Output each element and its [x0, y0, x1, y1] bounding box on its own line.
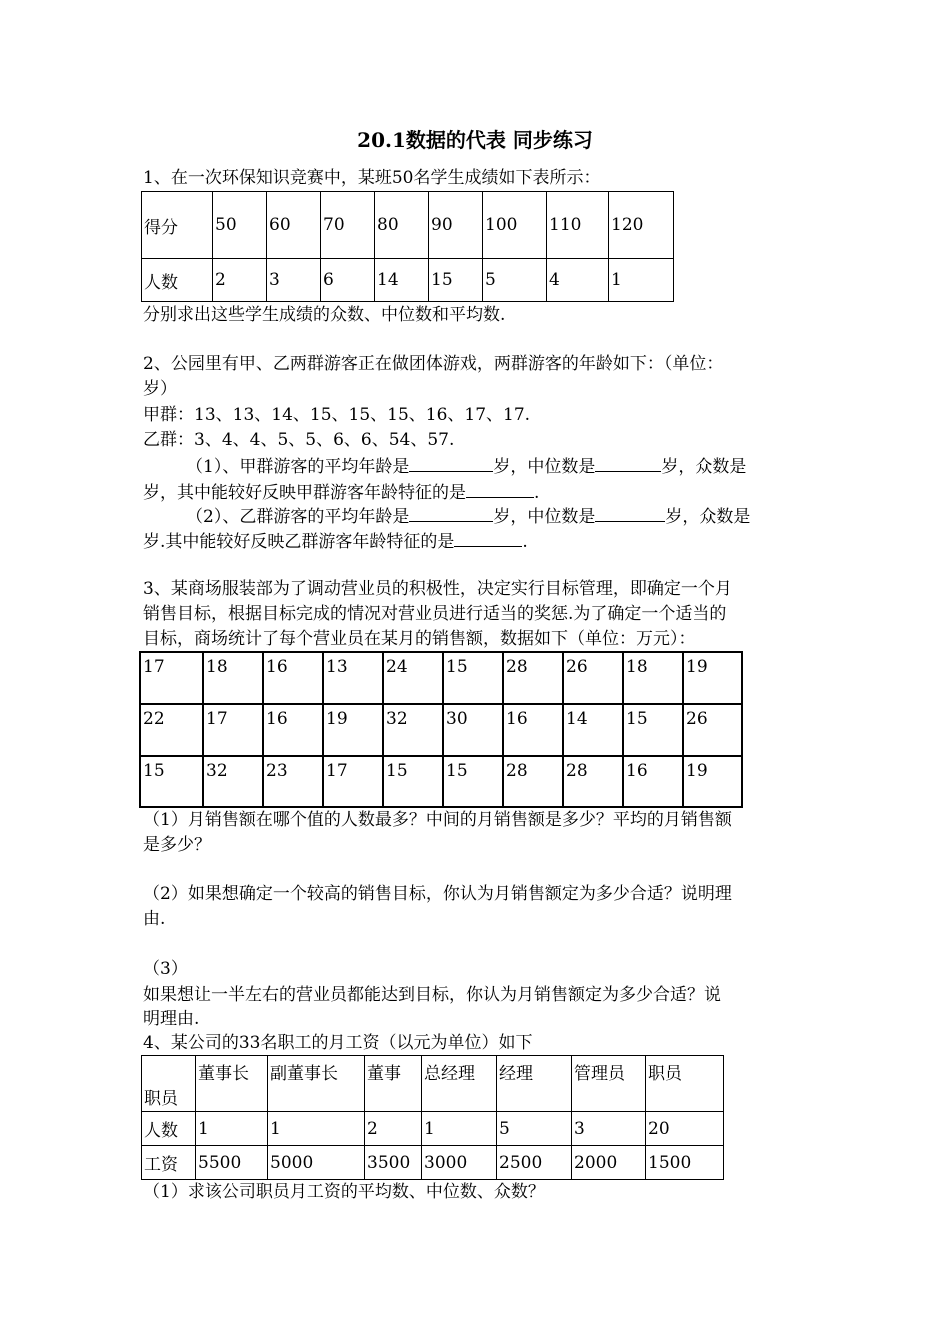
- q3-sales-table: [139, 651, 743, 808]
- q3-sales-cell: 18: [623, 652, 683, 704]
- q2-part2-line2: [143, 528, 528, 555]
- q1-count-cell: 1: [609, 259, 674, 302]
- q1-score-cell: 80: [375, 192, 429, 259]
- q3-sales-cell: 32: [383, 704, 443, 756]
- q3-sales-cell: 13: [323, 652, 383, 704]
- q2-p2-text-e: .: [522, 532, 528, 552]
- q4-wage-table: [141, 1055, 724, 1180]
- q2-p2-feature-blank[interactable]: [454, 528, 522, 547]
- q3-sales-cell: 15: [383, 756, 443, 807]
- q2-p1-text-a: （1）、甲群游客的平均年龄是: [186, 457, 410, 477]
- q1-count-cell: 5: [483, 259, 547, 302]
- q4-count-cell: 1: [422, 1112, 497, 1146]
- q4-position-cell: 副董事长: [268, 1056, 365, 1112]
- q1-intro: 1、在一次环保知识竞赛中，某班50名学生成绩如下表所示：: [143, 168, 601, 188]
- q3-sub3-label: （3）: [143, 959, 188, 979]
- q3-sub1-line1: （1）月销售额在哪个值的人数最多？中间的月销售额是多少？平均的月销售额: [143, 810, 732, 830]
- page-title: 20.1数据的代表 同步练习: [357, 128, 593, 152]
- q1-score-cell: 100: [483, 192, 547, 259]
- q1-score-table: [141, 191, 674, 302]
- q1-score-cell: 60: [267, 192, 321, 259]
- q4-wage-cell: 5000: [268, 1146, 365, 1180]
- q4-wage-label: 工资: [142, 1146, 196, 1180]
- q4-count-cell: 20: [646, 1112, 724, 1146]
- q3-sales-row: [140, 652, 742, 704]
- q2-p2-mean-blank[interactable]: [409, 503, 493, 522]
- q3-sales-cell: 22: [140, 704, 203, 756]
- q4-wage-row: [142, 1146, 724, 1180]
- q1-score-cell: 120: [609, 192, 674, 259]
- q3-sales-cell: 19: [683, 652, 742, 704]
- q4-header-row: [142, 1056, 724, 1112]
- q2-p1-feature-blank[interactable]: [466, 479, 534, 498]
- q4-position-cell: 董事长: [196, 1056, 268, 1112]
- q3-sales-cell: 32: [203, 756, 263, 807]
- q3-sales-row: [140, 704, 742, 756]
- q3-sales-cell: 28: [563, 756, 623, 807]
- q4-wage-cell: 2500: [497, 1146, 572, 1180]
- q2-intro-line1: 2、公园里有甲、乙两群游客正在做团体游戏，两群游客的年龄如下：（单位：: [143, 354, 724, 374]
- q1-count-label: 人数: [142, 259, 213, 302]
- q3-sales-cell: 15: [443, 756, 503, 807]
- q2-p2-text-d: 岁.其中能较好反映乙群游客年龄特征的是: [143, 532, 455, 552]
- q1-count-cell: 4: [547, 259, 609, 302]
- q1-count-cell: 14: [375, 259, 429, 302]
- q3-sub3-line2: 明理由.: [143, 1009, 200, 1029]
- q3-sales-cell: 17: [323, 756, 383, 807]
- q3-sales-cell: 16: [623, 756, 683, 807]
- q1-score-row: [142, 192, 674, 259]
- q4-count-row: [142, 1112, 724, 1146]
- q2-p1-mean-blank[interactable]: [409, 453, 493, 472]
- q1-count-cell: 3: [267, 259, 321, 302]
- q4-position-cell: 董事: [365, 1056, 422, 1112]
- q4-count-cell: 5: [497, 1112, 572, 1146]
- q3-intro-line3: 目标，商场统计了每个营业员在某月的销售额，数据如下（单位：万元）：: [143, 629, 696, 649]
- q3-sales-cell: 18: [203, 652, 263, 704]
- q2-p2-text-b: 岁，中位数是: [493, 507, 596, 527]
- q1-count-row: [142, 259, 674, 302]
- q3-sales-cell: 14: [563, 704, 623, 756]
- q3-sales-cell: 26: [563, 652, 623, 704]
- q1-question: 分别求出这些学生成绩的众数、中位数和平均数.: [143, 305, 506, 325]
- q3-sales-cell: 15: [623, 704, 683, 756]
- q2-part1-line1: [186, 453, 746, 480]
- q4-position-cell: 管理员: [572, 1056, 646, 1112]
- q1-score-cell: 70: [321, 192, 375, 259]
- q4-count-cell: 3: [572, 1112, 646, 1146]
- q2-p2-text-c: 岁，众数是: [665, 507, 751, 527]
- q4-sub1: （1）求该公司职员月工资的平均数、中位数、众数？: [143, 1182, 545, 1202]
- q3-intro-line2: 销售目标，根据目标完成的情况对营业员进行适当的奖惩.为了确定一个适当的: [143, 604, 727, 624]
- q3-sales-cell: 17: [140, 652, 203, 704]
- q3-sub2-line2: 由.: [143, 909, 166, 929]
- q3-sales-cell: 19: [323, 704, 383, 756]
- q3-sales-cell: 15: [443, 652, 503, 704]
- q2-part2-line1: [186, 503, 750, 530]
- q1-score-cell: 50: [213, 192, 267, 259]
- q4-header-label: 职员: [142, 1056, 196, 1112]
- q3-sales-cell: 23: [263, 756, 323, 807]
- q4-wage-cell: 2000: [572, 1146, 646, 1180]
- q3-sales-cell: 28: [503, 652, 563, 704]
- q3-sales-cell: 16: [503, 704, 563, 756]
- q4-count-label: 人数: [142, 1112, 196, 1146]
- q3-sales-cell: 30: [443, 704, 503, 756]
- q3-sales-cell: 16: [263, 704, 323, 756]
- q4-wage-cell: 1500: [646, 1146, 724, 1180]
- q4-position-cell: 职员: [646, 1056, 724, 1112]
- q2-p1-text-b: 岁，中位数是: [493, 457, 596, 477]
- q4-intro: 4、某公司的33名职工的月工资（以元为单位）如下: [143, 1033, 533, 1053]
- q2-p2-median-blank[interactable]: [595, 503, 665, 522]
- q4-wage-cell: 5500: [196, 1146, 268, 1180]
- q4-count-cell: 2: [365, 1112, 422, 1146]
- q3-sales-cell: 16: [263, 652, 323, 704]
- q3-sub2-line1: （2）如果想确定一个较高的销售目标，你认为月销售额定为多少合适？说明理: [143, 884, 732, 904]
- q4-position-cell: 经理: [497, 1056, 572, 1112]
- q2-p1-text-c: 岁，众数是: [661, 457, 747, 477]
- q2-p1-text-e: .: [534, 483, 540, 503]
- q3-sales-row: [140, 756, 742, 807]
- q3-intro-line1: 3、某商场服装部为了调动营业员的积极性，决定实行目标管理，即确定一个月: [143, 579, 732, 599]
- q3-sub3-line1: 如果想让一半左右的营业员都能达到目标，你认为月销售额定为多少合适？说: [143, 985, 721, 1005]
- q3-sales-cell: 24: [383, 652, 443, 704]
- q3-sales-cell: 28: [503, 756, 563, 807]
- q2-p1-text-d: 岁，其中能较好反映甲群游客年龄特征的是: [143, 483, 466, 503]
- q4-count-cell: 1: [196, 1112, 268, 1146]
- q4-wage-cell: 3500: [365, 1146, 422, 1180]
- q1-score-cell: 90: [429, 192, 483, 259]
- q2-group-b: 乙群：3、4、4、5、5、6、6、54、57.: [143, 430, 455, 450]
- q3-sales-cell: 19: [683, 756, 742, 807]
- q2-p1-median-blank[interactable]: [595, 453, 661, 472]
- q1-count-cell: 6: [321, 259, 375, 302]
- q2-group-a: 甲群：13、13、14、15、15、15、16、17、17.: [143, 405, 531, 425]
- q4-wage-cell: 3000: [422, 1146, 497, 1180]
- q3-sales-cell: 17: [203, 704, 263, 756]
- q2-p2-text-a: （2）、乙群游客的平均年龄是: [186, 507, 410, 527]
- q4-position-cell: 总经理: [422, 1056, 497, 1112]
- q2-intro-line2: 岁）: [143, 379, 177, 399]
- q1-count-cell: 2: [213, 259, 267, 302]
- q2-part1-line2: [143, 479, 539, 506]
- q4-count-cell: 1: [268, 1112, 365, 1146]
- q3-sales-cell: 26: [683, 704, 742, 756]
- q3-sales-cell: 15: [140, 756, 203, 807]
- q3-sub1-line2: 是多少？: [143, 835, 211, 855]
- q1-count-cell: 15: [429, 259, 483, 302]
- q1-score-cell: 110: [547, 192, 609, 259]
- q1-score-label: 得分: [142, 192, 213, 259]
